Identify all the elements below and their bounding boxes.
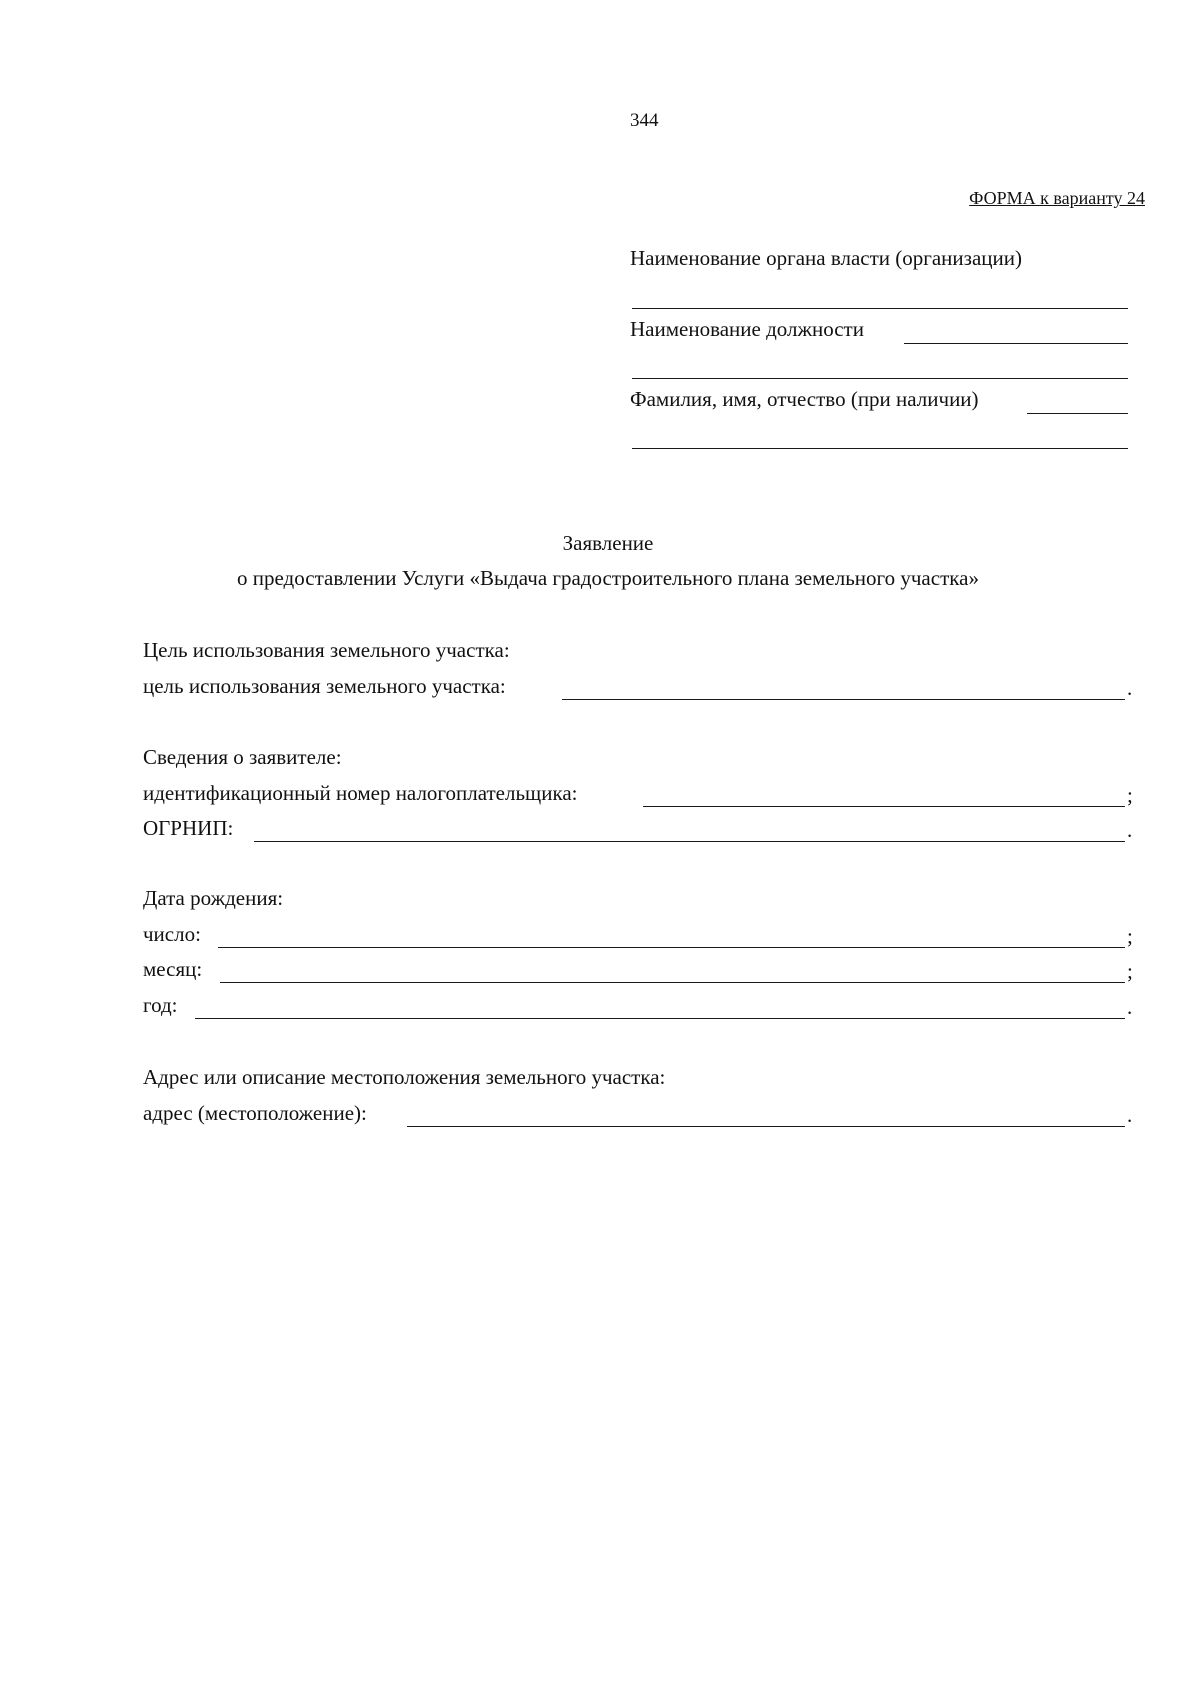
month-end: ; [1127, 959, 1133, 983]
ogrnip-input-line[interactable] [254, 841, 1125, 842]
purpose-input-line[interactable] [562, 699, 1125, 700]
month-input-line[interactable] [220, 982, 1125, 983]
ogrnip-label: ОГРНИП: [143, 816, 234, 840]
address-label: адрес (местоположение): [143, 1101, 367, 1125]
page-number: 344 [630, 110, 659, 131]
applicant-heading: Сведения о заявителе: [143, 745, 342, 769]
fullname-label: Фамилия, имя, отчество (при наличии) [630, 387, 979, 411]
location-heading: Адрес или описание местоположения земельного участка: [143, 1065, 666, 1089]
address-input-line[interactable] [407, 1126, 1125, 1127]
day-input-line[interactable] [218, 947, 1125, 948]
position-line[interactable] [904, 343, 1128, 344]
address-end: . [1127, 1103, 1133, 1127]
document-subtitle: о предоставлении Услуги «Выдача градостроительного плана земельного участка» [237, 566, 979, 590]
day-end: ; [1127, 924, 1133, 948]
inn-input-line[interactable] [643, 806, 1125, 807]
document-title: Заявление [562, 531, 654, 555]
purpose-field-label: цель использования земельного участка: [143, 674, 506, 698]
form-reference: ФОРМА к варианту 24 [969, 188, 1145, 208]
purpose-heading: Цель использования земельного участка: [143, 638, 510, 662]
fullname-line-2[interactable] [632, 448, 1128, 449]
inn-label: идентификационный номер налогоплательщика: [143, 781, 578, 805]
authority-line[interactable] [632, 308, 1128, 309]
position-line-2[interactable] [632, 378, 1128, 379]
purpose-end: . [1127, 676, 1133, 700]
month-label: месяц: [143, 957, 203, 981]
fullname-line[interactable] [1027, 413, 1128, 414]
authority-label: Наименование органа власти (организации) [630, 246, 1022, 270]
year-input-line[interactable] [195, 1018, 1125, 1019]
year-end: . [1127, 995, 1133, 1019]
position-label: Наименование должности [630, 317, 864, 341]
birth-date-heading: Дата рождения: [143, 886, 284, 910]
day-label: число: [143, 922, 201, 946]
year-label: год: [143, 993, 178, 1017]
inn-end: ; [1127, 783, 1133, 807]
ogrnip-end: . [1127, 818, 1133, 842]
